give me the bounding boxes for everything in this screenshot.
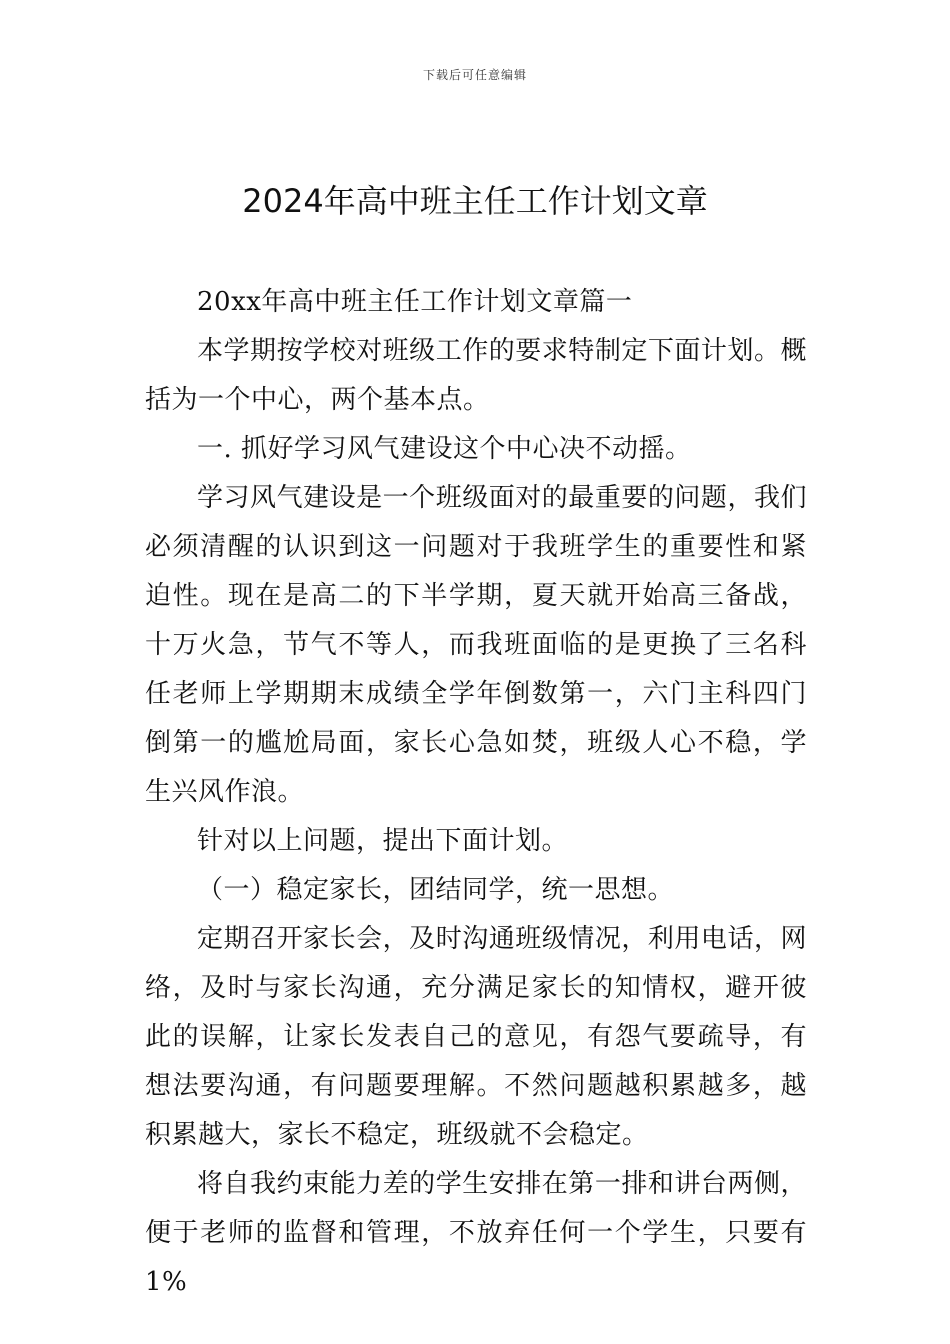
point-one-heading: 一. 抓好学习风气建设这个中心决不动摇。: [197, 434, 692, 464]
section-heading-1: 20xx年高中班主任工作计划文章篇一: [197, 287, 633, 317]
subsection-heading-1: （一）稳定家长，团结同学，统一思想。: [197, 875, 675, 905]
document-body: [145, 278, 807, 1307]
parent-meeting-paragraph: 定期召开家长会，及时沟通班级情况，利用电话，网络，及时与家长沟通，充分满足家长的知情权，避开彼此的误解，让家长发表自己的意见，有怨气要疏导，有想法要沟通，有问题要理解。不然问题越积累越多，越积累越大，家长不稳定，班级就不会稳定。: [145, 924, 807, 1150]
document-title: 2024年高中班主任工作计划文章: [242, 182, 708, 220]
plan-lead-paragraph: 针对以上问题，提出下面计划。: [197, 826, 569, 856]
intro-paragraph: 本学期按学校对班级工作的要求特制定下面计划。概括为一个中心，两个基本点。: [145, 336, 807, 415]
seating-paragraph: 将自我约束能力差的学生安排在第一排和讲台两侧，便于老师的监督和管理，不放弃任何一个学生，只要有1%: [145, 1169, 807, 1297]
header-note: 下载后可任意编辑: [422, 68, 527, 82]
study-atmosphere-paragraph: 学习风气建设是一个班级面对的最重要的问题，我们必须清醒的认识到这一问题对于我班学生的重要性和紧迫性。现在是高二的下半学期，夏天就开始高三备战，十万火急，节气不等人，而我班面临的是更换了三名科任老师上学期期末成绩全学年倒数第一，六门主科四门倒第一的尴尬局面，家长心急如焚，班级人心不稳，学生兴风作浪。: [145, 483, 807, 807]
